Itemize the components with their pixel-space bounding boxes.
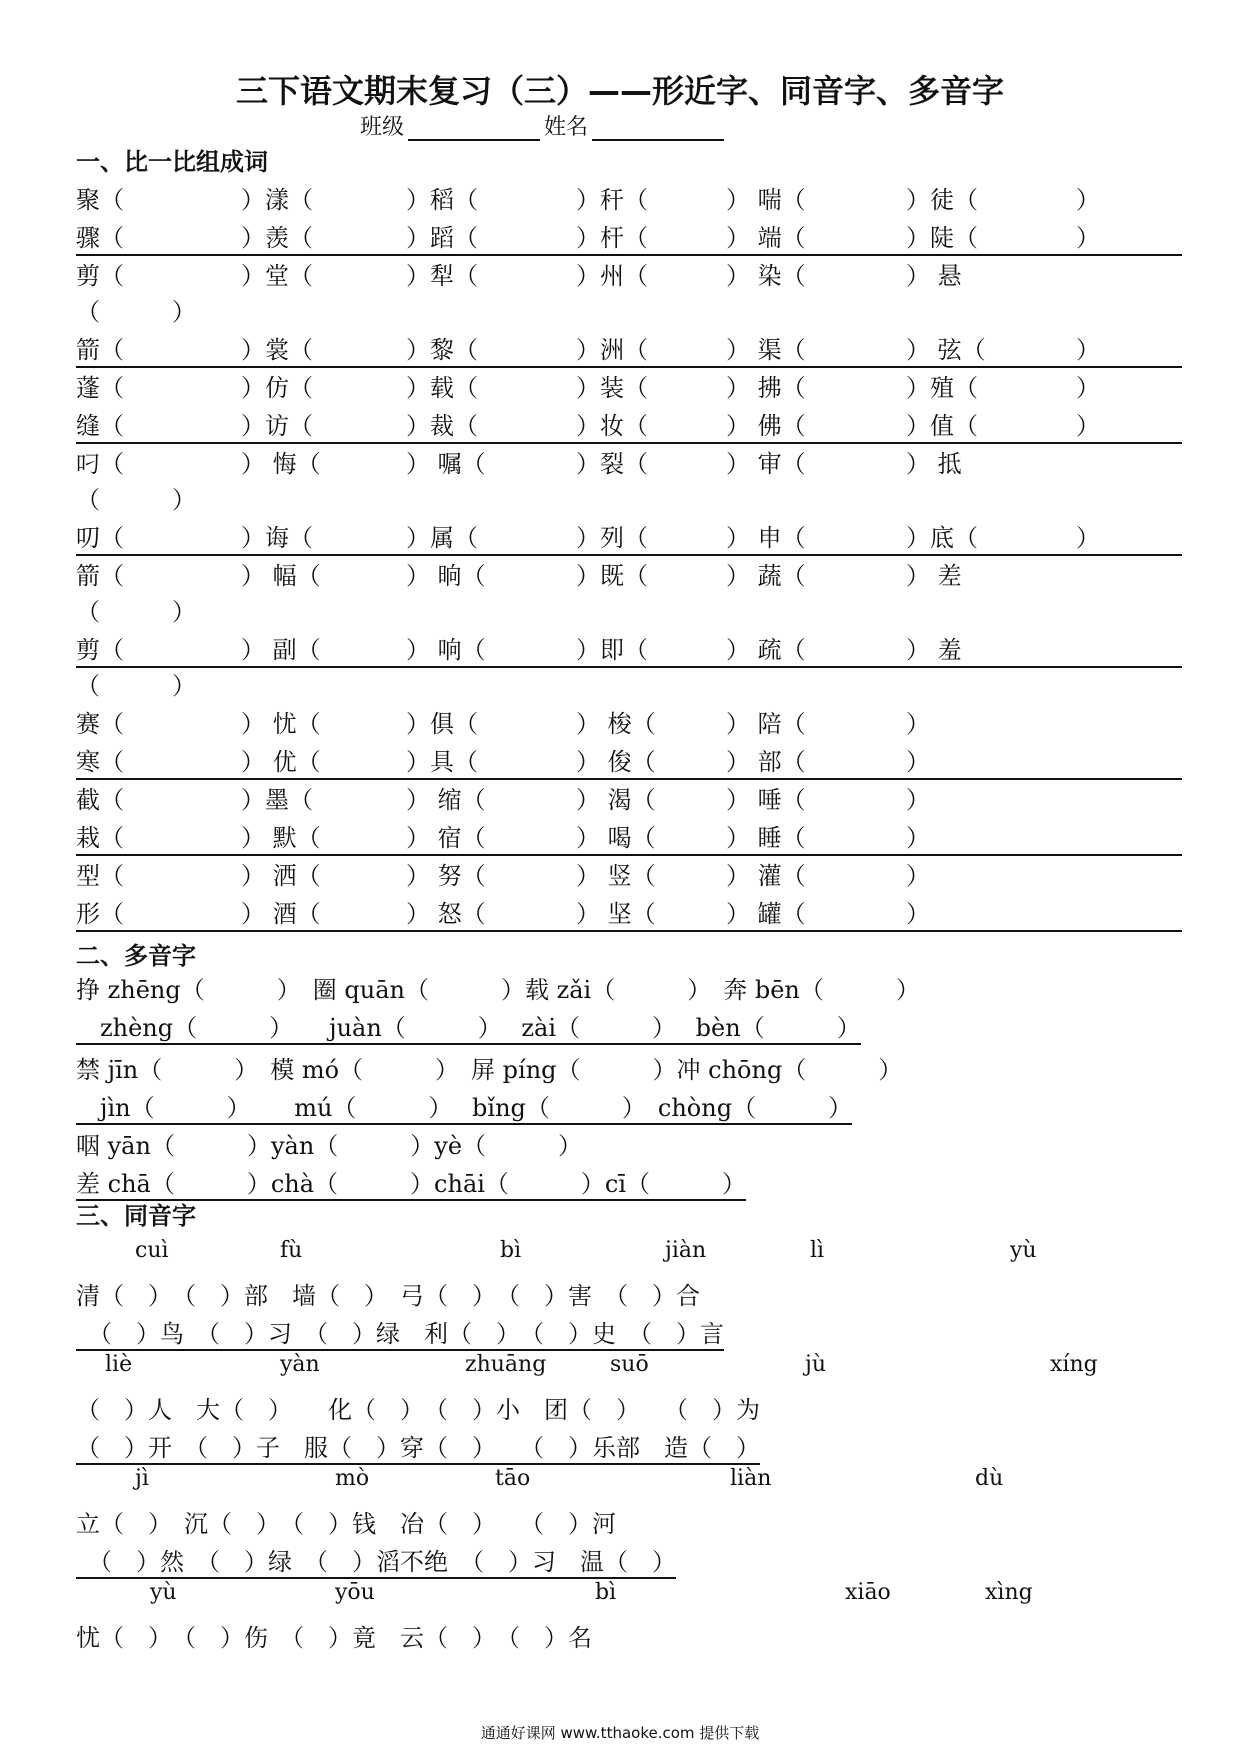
pinyin-label: suō [610,1352,649,1377]
pinyin-label: cuì [135,1238,169,1263]
word-cell[interactable]: ） 审（ [726,450,806,478]
word-cell[interactable]: ） 怒（ [406,900,486,928]
word-cell[interactable]: 叼（ [76,450,124,478]
word-cell[interactable]: ） [1076,524,1100,552]
row-continuation[interactable]: （ ） [76,672,196,700]
word-cell[interactable]: ） 羞 [906,636,962,664]
word-cell[interactable]: ） 俊（ [576,748,656,776]
word-cell[interactable]: ） 悬 [906,262,962,290]
word-cell[interactable]: ）堂（ [241,262,313,290]
pinyin-label: tāo [495,1466,531,1491]
pinyin-label: xìng [985,1580,1033,1605]
word-pair-row [76,368,1182,404]
word-cell[interactable]: ）徒（ [906,186,978,214]
word-cell[interactable]: ） 缩（ [406,786,486,814]
word-cell[interactable]: ） 拂（ [726,374,806,402]
homophone-row[interactable]: （ ）鸟 （ ）习 （ ）绿 利（ ） （ ）史 （ ）言 [76,1314,724,1351]
pinyin-label: dù [975,1466,1004,1491]
pinyin-label: bì [500,1238,522,1263]
pinyin-label: fù [280,1238,303,1263]
word-cell[interactable]: 截（ [76,786,124,814]
word-cell[interactable]: 箭（ [76,562,124,590]
word-cell[interactable]: ） 默（ [241,824,321,852]
word-cell[interactable]: ） 晌（ [406,562,486,590]
word-cell[interactable]: ） 喘（ [726,186,806,214]
pinyin-label: jù [805,1352,826,1377]
word-cell[interactable]: ） 副（ [241,636,321,664]
word-cell[interactable]: ） 罐（ [726,900,806,928]
word-pair-row [76,818,1182,856]
word-cell[interactable]: ）州（ [576,262,648,290]
word-cell[interactable]: ） 染（ [726,262,806,290]
word-cell[interactable]: ）黎（ [406,336,478,364]
word-cell[interactable]: 骤（ [76,224,124,252]
class-blank[interactable] [408,117,540,141]
word-pair-row [76,444,1182,480]
word-cell[interactable]: ） 睡（ [726,824,806,852]
word-cell[interactable]: 聚（ [76,186,124,214]
word-cell[interactable]: ） 竖（ [576,862,656,890]
word-cell[interactable]: ） 喝（ [576,824,656,852]
word-cell[interactable]: ） [906,900,930,928]
pinyin-label: lì [810,1238,825,1263]
word-cell[interactable]: ） 嘱（ [406,450,486,478]
word-cell[interactable]: ）犁（ [406,262,478,290]
word-cell[interactable]: 型（ [76,862,124,890]
word-pair-row [76,704,1182,740]
word-cell[interactable]: ） 申（ [726,524,806,552]
word-pair-row [76,630,1182,668]
word-cell[interactable]: ） 部（ [726,748,806,776]
word-pair-row [76,894,1182,932]
word-cell[interactable]: 剪（ [76,636,124,664]
word-cell[interactable]: ）裁（ [406,412,478,440]
homophone-row[interactable]: （ ）人 大（ ） 化（ ） （ ）小 团（ ） （ ）为 [76,1396,760,1424]
word-cell[interactable]: ） [906,748,930,776]
word-cell[interactable]: ） 洒（ [241,862,321,890]
polyphone-row[interactable]: 禁 jīn（ ） 模 mó（ ） 屏 píng（ ）冲 chōng（ ） [76,1056,903,1084]
word-cell[interactable]: ） 悔（ [241,450,321,478]
pinyin-label: yù [150,1580,177,1605]
word-cell[interactable]: ） 端（ [726,224,806,252]
polyphone-row[interactable]: zhèng（ ） juàn（ ） zài（ ） bèn（ ） [76,1008,861,1045]
word-cell[interactable]: ）漾（ [241,186,313,214]
pinyin-label: bì [595,1580,617,1605]
word-cell[interactable]: ） 陪（ [726,710,806,738]
row-continuation[interactable]: （ ） [76,486,196,514]
word-cell[interactable]: ） 优（ [241,748,321,776]
word-cell[interactable]: 叨（ [76,524,124,552]
word-cell[interactable]: ） 差 [906,562,962,590]
word-cell[interactable]: 缝（ [76,412,124,440]
polyphone-row[interactable]: 挣 zhēng（ ） 圈 quān（ ）载 zǎi（ ） 奔 bēn（ ） [76,976,920,1004]
word-cell[interactable]: ） 幅（ [241,562,321,590]
homophone-row[interactable]: （ ）然 （ ）绿 （ ）滔不绝 （ ）习 温（ ） [76,1542,676,1579]
word-cell[interactable]: ）载（ [406,374,478,402]
word-cell[interactable]: ）既（ [576,562,648,590]
word-cell[interactable]: ） 抵 [906,450,962,478]
word-cell[interactable]: ） 宿（ [406,824,486,852]
class-label: 班级 [360,115,405,140]
word-cell[interactable]: ） [1076,186,1100,214]
polyphone-row[interactable]: jìn（ ） mú（ ） bǐng（ ） chòng（ ） [76,1088,852,1125]
word-cell[interactable]: ）陡（ [906,224,978,252]
word-cell[interactable]: ）仿（ [241,374,313,402]
page-title: 三下语文期末复习（三）——形近字、同音字、多音字 [235,72,1004,110]
polyphone-row[interactable]: 差 chā（ ）chà（ ）chāi（ ）cī（ ） [76,1164,746,1201]
word-cell[interactable]: ） [906,862,930,890]
polyphone-row[interactable]: 咽 yān（ ）yàn（ ）yè（ ） [76,1132,583,1160]
word-cell[interactable]: ） [1076,374,1100,402]
word-pair-row [76,742,1182,780]
word-pair-row [76,218,1182,256]
word-cell[interactable]: 寒（ [76,748,124,776]
row-continuation[interactable]: （ ） [76,598,196,626]
word-cell[interactable]: ）装（ [576,374,648,402]
word-pair-row [76,256,1182,292]
row-continuation[interactable]: （ ） [76,298,196,326]
word-cell[interactable]: ）具（ [406,748,478,776]
word-cell[interactable]: 箭（ [76,336,124,364]
word-cell[interactable]: ）蹈（ [406,224,478,252]
word-cell[interactable]: ）稻（ [406,186,478,214]
word-cell[interactable]: ） 渠（ [726,336,806,364]
word-cell[interactable]: 蓬（ [76,374,124,402]
word-cell[interactable]: ） 酒（ [241,900,321,928]
word-cell[interactable]: ）属（ [406,524,478,552]
word-cell[interactable]: ）妆（ [576,412,648,440]
homophone-row[interactable]: 忧（ ） （ ）伤 （ ）竟 云（ ） （ ）名 [76,1624,592,1652]
word-pair-row [76,330,1182,368]
section-heading-1: 一、比一比组成词 [76,148,268,176]
word-cell[interactable]: 剪（ [76,262,124,290]
word-cell[interactable]: ）裳（ [241,336,313,364]
pinyin-label: xíng [1050,1352,1098,1377]
word-cell[interactable]: ） [1076,224,1100,252]
word-cell[interactable]: ） 唾（ [726,786,806,814]
pinyin-label: zhuāng [465,1352,547,1377]
word-cell[interactable]: ）洲（ [576,336,648,364]
word-pair-row [76,856,1182,892]
word-cell[interactable]: ）秆（ [576,186,648,214]
word-cell[interactable]: ）殖（ [906,374,978,402]
word-cell[interactable]: ） 努（ [406,862,486,890]
name-label: 姓名 [544,115,589,140]
homophone-row[interactable]: 清（ ） （ ）部 墙（ ） 弓（ ） （ ）害 （ ）合 [76,1282,700,1310]
word-cell[interactable]: ） 渴（ [576,786,656,814]
word-cell[interactable]: ） 忧（ [241,710,321,738]
word-cell[interactable]: ） [906,824,930,852]
word-cell[interactable]: ） 灌（ [726,862,806,890]
word-pair-row [76,556,1182,592]
pinyin-label: yàn [280,1352,320,1377]
word-cell[interactable]: ） [906,786,930,814]
word-pair-row [76,780,1182,816]
homophone-row[interactable]: （ ）开 （ ）子 服（ ）穿（ ） （ ）乐部 造（ ） [76,1428,760,1465]
class-name-line [360,110,728,141]
section-heading-2: 二、多音字 [76,942,196,970]
word-cell[interactable]: ）底（ [906,524,978,552]
word-cell[interactable]: ） 梭（ [576,710,656,738]
footer: 通通好课网 www.tthaoke.com 提供下载 [480,1724,760,1742]
word-cell[interactable]: ） 疏（ [726,636,806,664]
homophone-row[interactable]: 立（ ） 沉（ ） （ ）钱 冶（ ） （ ）河 [76,1510,616,1538]
word-pair-row [76,180,1182,216]
word-cell[interactable]: ）俱（ [406,710,478,738]
word-pair-row [76,518,1182,556]
pinyin-label: jì [135,1466,149,1491]
pinyin-label: xiāo [845,1580,891,1605]
pinyin-label: liàn [730,1466,772,1491]
word-cell[interactable]: ）值（ [906,412,978,440]
word-cell[interactable]: 栽（ [76,824,124,852]
pinyin-label: yù [1010,1238,1037,1263]
word-cell[interactable]: ）杆（ [576,224,648,252]
word-cell[interactable]: ） [1076,336,1100,364]
word-cell[interactable]: ）即（ [576,636,648,664]
word-cell[interactable]: ）列（ [576,524,648,552]
word-cell[interactable]: ）裂（ [576,450,648,478]
word-cell[interactable]: ） 蔬（ [726,562,806,590]
word-cell[interactable]: ） 响（ [406,636,486,664]
name-blank[interactable] [592,117,724,141]
pinyin-label: mò [335,1466,370,1491]
word-cell[interactable]: ） 弦（ [906,336,986,364]
word-pair-row [76,406,1182,444]
word-cell[interactable]: 赛（ [76,710,124,738]
pinyin-label: jiàn [665,1238,707,1263]
word-cell[interactable]: ） 佛（ [726,412,806,440]
word-cell[interactable]: ）访（ [241,412,313,440]
section-heading-3: 三、同音字 [76,1202,196,1230]
word-cell[interactable]: ）诲（ [241,524,313,552]
word-cell[interactable]: ） [906,710,930,738]
word-cell[interactable]: ）墨（ [241,786,313,814]
word-cell[interactable]: ） [1076,412,1100,440]
word-cell[interactable]: 形（ [76,900,124,928]
pinyin-label: yōu [335,1580,375,1605]
pinyin-label: liè [105,1352,133,1377]
word-cell[interactable]: ）羡（ [241,224,313,252]
word-cell[interactable]: ） 坚（ [576,900,656,928]
